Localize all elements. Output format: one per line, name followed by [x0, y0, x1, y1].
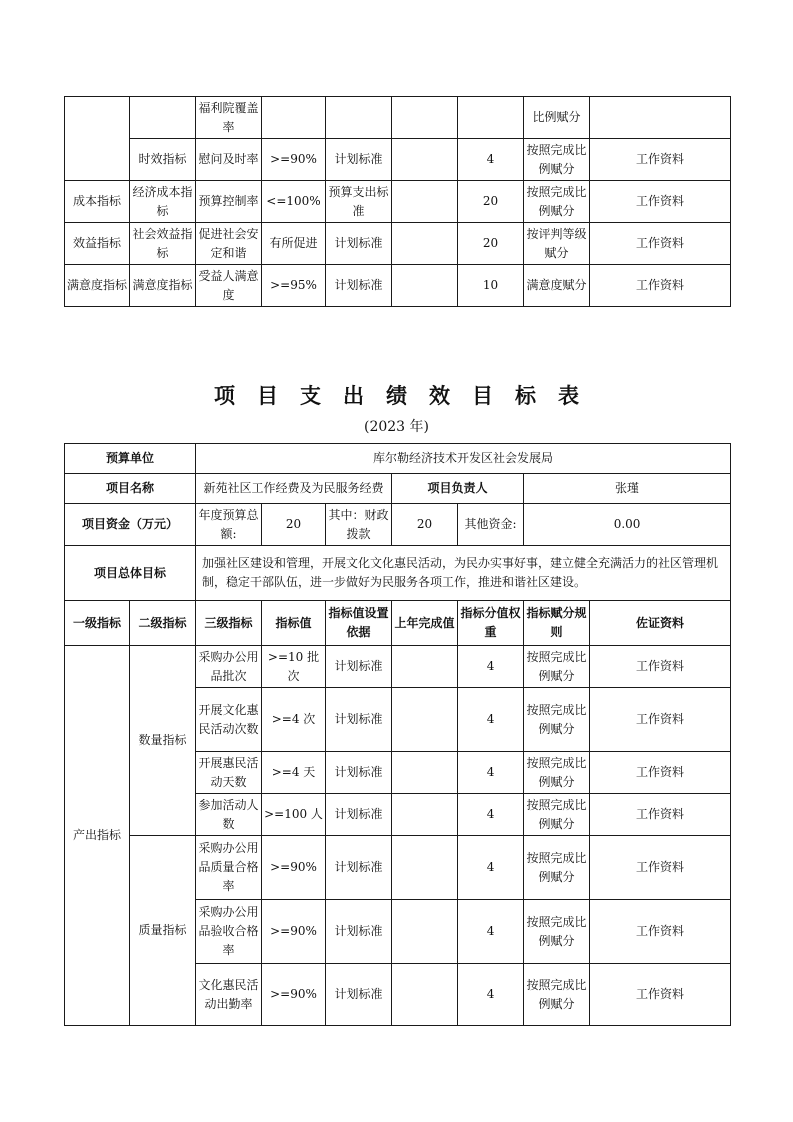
- col-header-last-year: 上年完成值: [392, 601, 458, 646]
- basis-cell: 计划标准: [326, 688, 392, 752]
- level2-cell: 社会效益指标: [130, 223, 196, 265]
- rule-cell: 按照完成比例赋分: [524, 794, 590, 836]
- column-header-row: [65, 601, 731, 646]
- last-year-cell: [392, 181, 458, 223]
- budget-unit-row: [65, 444, 731, 474]
- basis-cell: 计划标准: [326, 139, 392, 181]
- col-header-weight: 指标分值权重: [458, 601, 524, 646]
- table-row: [65, 223, 731, 265]
- weight-cell: 20: [458, 223, 524, 265]
- value-cell: >=90%: [262, 900, 326, 964]
- evidence-cell: 工作资料: [590, 964, 731, 1026]
- table-row: [65, 181, 731, 223]
- rule-cell: 比例赋分: [524, 97, 590, 139]
- level3-cell: 受益人满意度: [196, 265, 262, 307]
- value-cell: >=10 批次: [262, 646, 326, 688]
- year-subtitle: (2023 年): [363, 419, 429, 435]
- evidence-cell: 工作资料: [590, 900, 731, 964]
- page-title: 项目支出绩效目标表: [214, 384, 601, 408]
- last-year-cell: [392, 265, 458, 307]
- col-header-evidence: 佐证资料: [590, 601, 731, 646]
- rule-cell: 按照完成比例赋分: [524, 139, 590, 181]
- col-header-rule: 指标赋分规则: [524, 601, 590, 646]
- level3-cell: 开展文化惠民活动次数: [196, 688, 262, 752]
- evidence-cell: 工作资料: [590, 265, 731, 307]
- performance-target-table: [64, 443, 731, 1026]
- rule-cell: 按评判等级赋分: [524, 223, 590, 265]
- last-year-cell: [392, 752, 458, 794]
- project-owner-label: 项目负责人: [392, 474, 524, 504]
- rule-cell: 按照完成比例赋分: [524, 646, 590, 688]
- value-cell: >=90%: [262, 964, 326, 1026]
- quality-indicator-label: 质量指标: [130, 836, 196, 1026]
- basis-cell: 计划标准: [326, 223, 392, 265]
- value-cell: 有所促进: [262, 223, 326, 265]
- output-indicator-label: 产出指标: [65, 646, 130, 1026]
- weight-cell: 4: [458, 836, 524, 900]
- table-row: [65, 836, 731, 900]
- value-cell: >=4 次: [262, 688, 326, 752]
- rule-cell: 按照完成比例赋分: [524, 836, 590, 900]
- weight-cell: 4: [458, 794, 524, 836]
- weight-cell: 20: [458, 181, 524, 223]
- level3-cell: 采购办公用品批次: [196, 646, 262, 688]
- evidence-cell: 工作资料: [590, 181, 731, 223]
- evidence-cell: 工作资料: [590, 139, 731, 181]
- level3-cell: 慰问及时率: [196, 139, 262, 181]
- table-row: [65, 97, 731, 139]
- evidence-cell: 工作资料: [590, 688, 731, 752]
- basis-cell: 计划标准: [326, 752, 392, 794]
- level1-cell: 满意度指标: [65, 265, 130, 307]
- weight-cell: 4: [458, 752, 524, 794]
- evidence-cell: 工作资料: [590, 646, 731, 688]
- weight-cell: 4: [458, 900, 524, 964]
- table-row: [65, 139, 731, 181]
- annual-budget-label: 年度预算总额:: [196, 504, 262, 546]
- last-year-cell: [392, 794, 458, 836]
- level3-cell: 文化惠民活动出勤率: [196, 964, 262, 1026]
- last-year-cell: [392, 900, 458, 964]
- level3-cell: 采购办公用品质量合格率: [196, 836, 262, 900]
- value-cell: >=90%: [262, 836, 326, 900]
- other-funds-value: 0.00: [524, 504, 731, 546]
- evidence-cell: 工作资料: [590, 836, 731, 900]
- level2-cell: [130, 97, 196, 139]
- project-name-label: 项目名称: [65, 474, 196, 504]
- last-year-cell: [392, 97, 458, 139]
- overall-goal-text: 加强社区建设和管理，开展文化文化惠民活动，为民办实事好事，建立健全充满活力的社区管理机制，稳定干部队伍，进一步做好为民服务各项工作，推进和谐社区建设。: [196, 546, 731, 601]
- level2-cell: 时效指标: [130, 139, 196, 181]
- evidence-cell: 工作资料: [590, 223, 731, 265]
- project-funds-row: [65, 504, 731, 546]
- quantity-indicator-label: 数量指标: [130, 646, 196, 836]
- level3-cell: 采购办公用品验收合格率: [196, 900, 262, 964]
- fiscal-label: 其中：财政拨款: [326, 504, 392, 546]
- col-header-basis: 指标值设置依据: [326, 601, 392, 646]
- level3-cell: 促进社会安定和谐: [196, 223, 262, 265]
- basis-cell: 计划标准: [326, 794, 392, 836]
- project-name-value: 新苑社区工作经费及为民服务经费: [196, 474, 392, 504]
- weight-cell: 4: [458, 964, 524, 1026]
- value-cell: >=100 人: [262, 794, 326, 836]
- basis-cell: 预算支出标准: [326, 181, 392, 223]
- weight-cell: 4: [458, 688, 524, 752]
- level1-cell: 效益指标: [65, 223, 130, 265]
- budget-unit-label: 预算单位: [65, 444, 196, 474]
- basis-cell: 计划标准: [326, 646, 392, 688]
- value-cell: >=90%: [262, 139, 326, 181]
- rule-cell: 按照完成比例赋分: [524, 964, 590, 1026]
- table-row: [65, 265, 731, 307]
- continued-indicator-table: [64, 96, 731, 307]
- rule-cell: 按照完成比例赋分: [524, 752, 590, 794]
- annual-budget-value: 20: [262, 504, 326, 546]
- project-owner-value: 张瑾: [524, 474, 731, 504]
- evidence-cell: 工作资料: [590, 794, 731, 836]
- last-year-cell: [392, 646, 458, 688]
- budget-unit-value: 库尔勒经济技术开发区社会发展局: [196, 444, 731, 474]
- basis-cell: 计划标准: [326, 900, 392, 964]
- basis-cell: 计划标准: [326, 265, 392, 307]
- level2-cell: 满意度指标: [130, 265, 196, 307]
- col-header-level1: 一级指标: [65, 601, 130, 646]
- last-year-cell: [392, 964, 458, 1026]
- value-cell: >=4 天: [262, 752, 326, 794]
- value-cell: <=100%: [262, 181, 326, 223]
- col-header-level3: 三级指标: [196, 601, 262, 646]
- col-header-value: 指标值: [262, 601, 326, 646]
- evidence-cell: 工作资料: [590, 752, 731, 794]
- last-year-cell: [392, 688, 458, 752]
- rule-cell: 满意度赋分: [524, 265, 590, 307]
- last-year-cell: [392, 223, 458, 265]
- table-row: [65, 646, 731, 688]
- weight-cell: 4: [458, 139, 524, 181]
- level3-cell: 开展惠民活动天数: [196, 752, 262, 794]
- value-cell: [262, 97, 326, 139]
- value-cell: >=95%: [262, 265, 326, 307]
- last-year-cell: [392, 139, 458, 181]
- overall-goal-label: 项目总体目标: [65, 546, 196, 601]
- level3-cell: 福利院覆盖率: [196, 97, 262, 139]
- weight-cell: 10: [458, 265, 524, 307]
- level1-cell: 成本指标: [65, 181, 130, 223]
- basis-cell: 计划标准: [326, 836, 392, 900]
- col-header-level2: 二级指标: [130, 601, 196, 646]
- last-year-cell: [392, 836, 458, 900]
- weight-cell: 4: [458, 646, 524, 688]
- level1-cell: [65, 97, 130, 181]
- basis-cell: [326, 97, 392, 139]
- overall-goal-row: [65, 546, 731, 601]
- rule-cell: 按照完成比例赋分: [524, 688, 590, 752]
- rule-cell: 按照完成比例赋分: [524, 900, 590, 964]
- level3-cell: 预算控制率: [196, 181, 262, 223]
- basis-cell: 计划标准: [326, 964, 392, 1026]
- weight-cell: [458, 97, 524, 139]
- level2-cell: 经济成本指标: [130, 181, 196, 223]
- rule-cell: 按照完成比例赋分: [524, 181, 590, 223]
- project-funds-label: 项目资金（万元）: [65, 504, 196, 546]
- evidence-cell: [590, 97, 731, 139]
- other-funds-label: 其他资金:: [458, 504, 524, 546]
- level3-cell: 参加活动人数: [196, 794, 262, 836]
- project-name-row: [65, 474, 731, 504]
- fiscal-value: 20: [392, 504, 458, 546]
